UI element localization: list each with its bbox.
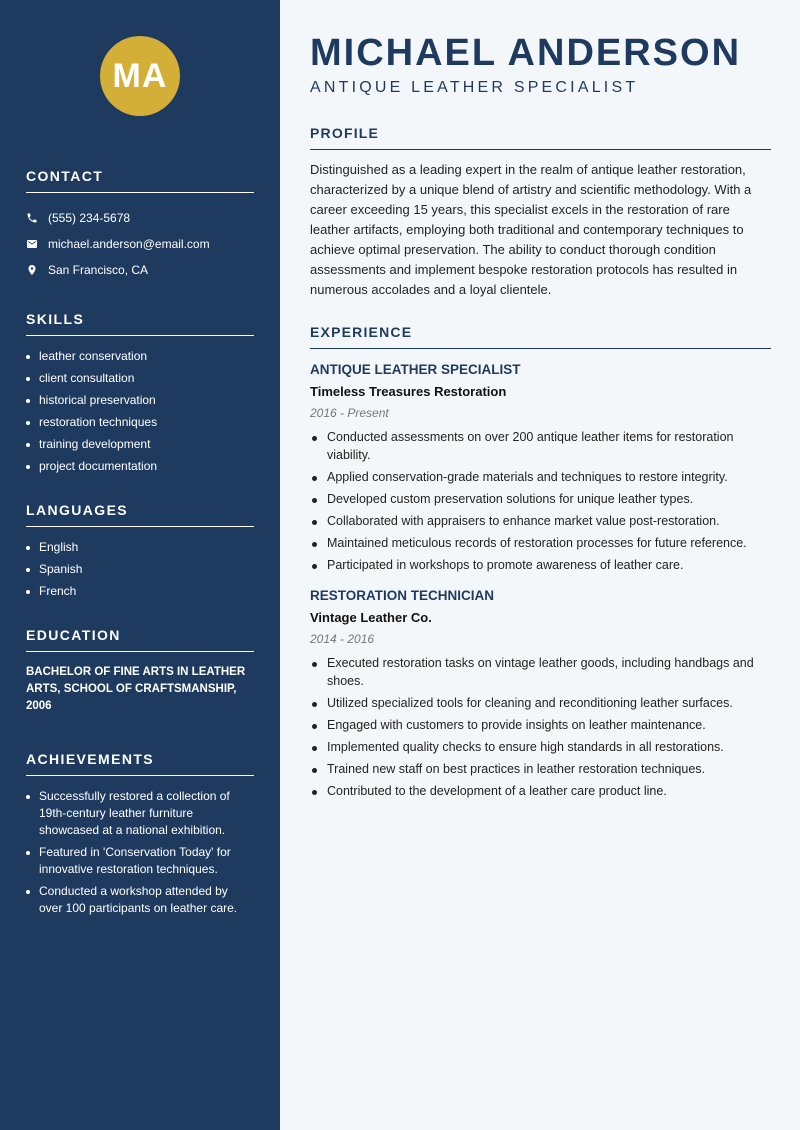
achievements-section xyxy=(26,751,254,917)
job-dates: 2014 - 2016 xyxy=(310,632,375,646)
languages-list xyxy=(26,539,254,600)
profile-section xyxy=(310,125,771,300)
job-bullet: Conducted assessments on over 200 antique leather items for restoration viability. xyxy=(310,429,771,464)
main-content xyxy=(310,0,771,805)
job-dates: 2016 - Present xyxy=(310,406,389,420)
job-company: Timeless Treasures Restoration xyxy=(310,384,507,399)
achievements-list xyxy=(26,788,254,917)
language-item: French xyxy=(26,583,254,600)
experience-heading: EXPERIENCE xyxy=(310,324,771,349)
skills-list xyxy=(26,348,254,475)
job-company: Vintage Leather Co. xyxy=(310,610,432,625)
skill-item: historical preservation xyxy=(26,392,254,409)
avatar-initials: MA xyxy=(112,56,168,95)
language-item: Spanish xyxy=(26,561,254,578)
job-entry xyxy=(310,588,771,800)
job-bullet: Applied conservation-grade materials and techniques to restore integrity. xyxy=(310,469,771,487)
job-bullet: Contributed to the development of a leather care product line. xyxy=(310,783,771,801)
skills-heading: SKILLS xyxy=(26,311,254,336)
job-title: RESTORATION TECHNICIAN xyxy=(310,588,495,603)
avatar xyxy=(100,36,180,116)
job-bullet: Implemented quality checks to ensure high standards in all restorations. xyxy=(310,739,771,757)
phone-text[interactable]: (555) 234-5678 xyxy=(48,211,131,225)
job-bullets xyxy=(310,429,771,574)
skill-item: leather conservation xyxy=(26,348,254,365)
email-text[interactable]: michael.anderson@email.com xyxy=(48,237,210,251)
job-bullet: Trained new staff on best practices in leather restoration techniques. xyxy=(310,761,771,779)
job-bullet: Participated in workshops to promote awareness of leather care. xyxy=(310,557,771,575)
achievement-item: Featured in 'Conservation Today' for innovative restoration techniques. xyxy=(26,844,254,878)
languages-section xyxy=(26,502,254,600)
job-bullet: Maintained meticulous records of restoration processes for future reference. xyxy=(310,535,771,553)
job-bullet: Collaborated with appraisers to enhance market value post-restoration. xyxy=(310,513,771,531)
language-item: English xyxy=(26,539,254,556)
job-entry xyxy=(310,362,771,574)
email-icon xyxy=(26,238,48,250)
education-degree: BACHELOR OF FINE ARTS IN LEATHER ARTS, SCHOOL OF CRAFTSMANSHIP, 2006 xyxy=(26,666,246,712)
job-bullet: Engaged with customers to provide insights on leather maintenance. xyxy=(310,717,771,735)
contact-section xyxy=(26,168,254,283)
languages-heading: LANGUAGES xyxy=(26,502,254,527)
job-title: ANTIQUE LEATHER SPECIALIST xyxy=(310,362,521,377)
education-heading: EDUCATION xyxy=(26,627,254,652)
job-bullet: Developed custom preservation solutions for unique leather types. xyxy=(310,491,771,509)
job-bullet: Executed restoration tasks on vintage leather goods, including handbags and shoes. xyxy=(310,655,771,690)
achievement-item: Conducted a workshop attended by over 100 participants on leather care. xyxy=(26,883,254,917)
person-role: ANTIQUE LEATHER SPECIALIST xyxy=(310,79,639,96)
phone-icon xyxy=(26,212,48,224)
contact-email xyxy=(26,231,254,257)
skills-section xyxy=(26,311,254,475)
profile-heading: PROFILE xyxy=(310,125,771,150)
achievements-heading: ACHIEVEMENTS xyxy=(26,751,254,776)
skill-item: project documentation xyxy=(26,458,254,475)
job-bullet: Utilized specialized tools for cleaning and reconditioning leather surfaces. xyxy=(310,695,771,713)
person-name: MICHAEL ANDERSON xyxy=(310,32,742,74)
skill-item: restoration techniques xyxy=(26,414,254,431)
skill-item: client consultation xyxy=(26,370,254,387)
contact-phone xyxy=(26,205,254,231)
contact-heading: CONTACT xyxy=(26,168,254,193)
achievement-item: Successfully restored a collection of 19th-century leather furniture showcased at a national exhibition. xyxy=(26,788,254,839)
education-section xyxy=(26,627,254,715)
sidebar xyxy=(0,0,280,1130)
experience-section xyxy=(310,324,771,800)
profile-text: Distinguished as a leading expert in the realm of antique leather restoration, characterized by a unique blend of artistry and scientific methodology. With a career exceeding 15 years, this specialist excels in the restoration of rare leather artifacts, employing both traditional and contemporary techniques to achieve optimal preservation. The ability to conduct thorough condition assessments and implement bespoke restoration protocols has resulted in numerous accolades and a loyal clientele. xyxy=(310,162,752,297)
location-text: San Francisco, CA xyxy=(48,263,149,277)
job-bullets xyxy=(310,655,771,800)
contact-location xyxy=(26,257,254,283)
location-pin-icon xyxy=(26,264,48,276)
skill-item: training development xyxy=(26,436,254,453)
